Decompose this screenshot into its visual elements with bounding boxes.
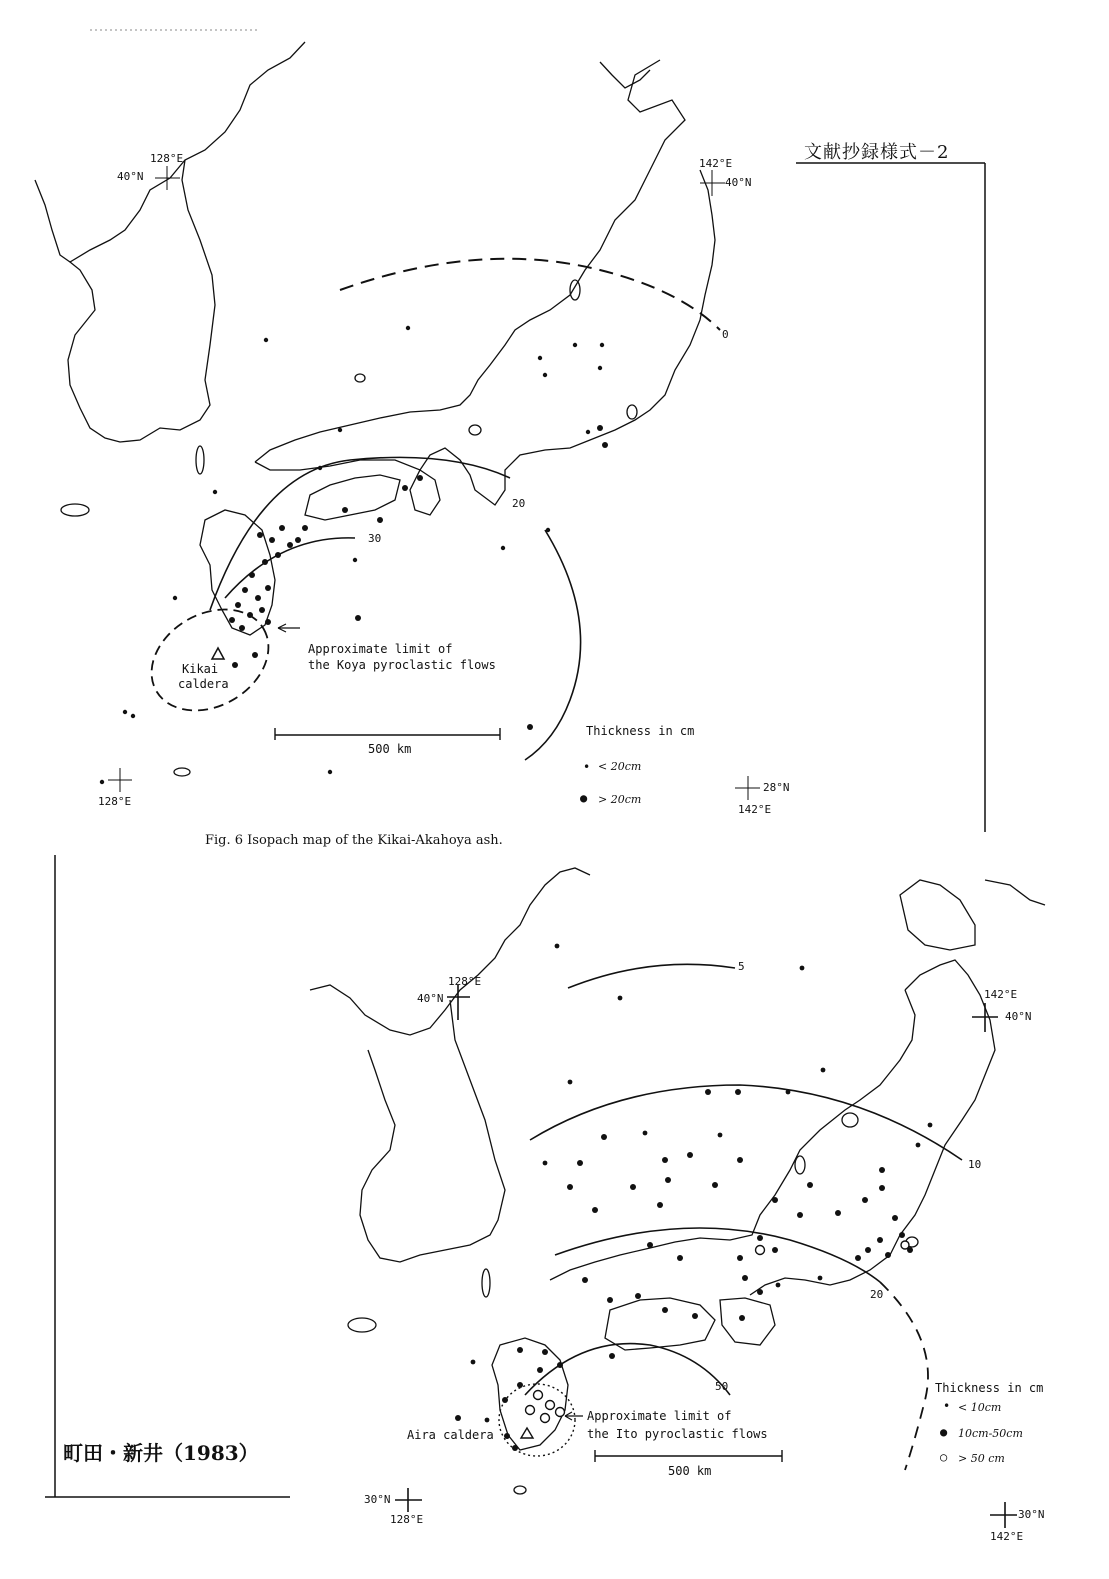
map1-legend-label-large: > 20cm <box>598 793 642 806</box>
map1-coord-bl-lon: 128°E <box>98 795 132 808</box>
map2-legend-label-medium: 10cm-50cm <box>958 1427 1023 1440</box>
map2-caldera-triangle <box>521 1428 533 1438</box>
map2-contour-50 <box>525 1344 730 1395</box>
map2-hokkaido <box>900 880 975 950</box>
map2-coord-br-lon: 142°E <box>990 1530 1024 1543</box>
map2-contour-label-5: 5 <box>738 960 745 973</box>
citation: 町田・新井（1983） <box>63 1441 259 1465</box>
map1-flow-label-2: the Koya pyroclastic flows <box>308 658 496 672</box>
map2-coord-tr-lat: 40°N <box>1005 1010 1032 1023</box>
map1-contour-label-20: 20 <box>512 497 526 510</box>
map1-caption: Fig. 6 Isopach map of the Kikai-Akahoya ash. <box>205 833 503 848</box>
map2-contour-10 <box>530 1085 962 1160</box>
map2-contour-20 <box>555 1228 880 1282</box>
map1-contour-label-0: 0 <box>722 328 729 341</box>
map2-contour-20-dashed <box>880 1282 928 1470</box>
map2-shikoku <box>605 1298 715 1350</box>
map2-contour-label-10: 10 <box>968 1158 982 1171</box>
map2-contour-label-20: 20 <box>870 1288 884 1301</box>
map1-legend-symbol-large: ● <box>580 791 588 805</box>
map2-hokkaido-east <box>985 880 1045 905</box>
map2-scale-label: 500 km <box>668 1464 712 1478</box>
map2-coord-bl-lon: 128°E <box>390 1513 424 1526</box>
map2-legend-symbol-small: • <box>943 1399 951 1413</box>
map1-coord-br-lat: 28°N <box>763 781 790 794</box>
map2-kii <box>720 1298 775 1345</box>
map1-legend-symbol-small: • <box>583 760 591 774</box>
map2-flow-label-2: the Ito pyroclastic flows <box>587 1427 768 1441</box>
map2-coord-bl-lat: 30°N <box>364 1493 391 1506</box>
map2-coord-tl-lon: 128°E <box>448 975 482 988</box>
map1-contour-label-30: 30 <box>368 532 382 545</box>
map1-caldera-label-2: caldera <box>178 677 229 691</box>
map2-legend-label-large: > 50 cm <box>958 1452 1005 1465</box>
map2-honshu-east <box>750 960 995 1295</box>
map1-caldera-label-1: Kikai <box>182 662 219 676</box>
map2-caldera-label: Aira caldera <box>407 1428 494 1442</box>
map2-contour-label-50: 50 <box>715 1380 729 1393</box>
map2-flow-label-1: Approximate limit of <box>587 1409 732 1423</box>
map2-legend-title: Thickness in cm <box>935 1381 1044 1395</box>
map1-coord-tr-lon: 142°E <box>699 157 733 170</box>
map2-coord-tl-lat: 40°N <box>417 992 444 1005</box>
map2-coord-br-lat: 30°N <box>1018 1508 1045 1521</box>
map2-coord-tr-lon: 142°E <box>984 988 1018 1001</box>
map2-coastlines <box>310 868 1045 1494</box>
header-tag: 文献抄録様式－2 <box>804 142 950 163</box>
map2-points <box>455 944 932 1451</box>
map2-legend-symbol-medium: ● <box>940 1425 948 1439</box>
map1-scale-label: 500 km <box>368 742 412 756</box>
map2-korea-peninsula <box>360 1000 505 1262</box>
map1-coord-br-lon: 142°E <box>738 803 772 816</box>
map1-coord-tl-lat: 40°N <box>117 170 144 183</box>
map1-coord-tr-lat: 40°N <box>725 176 752 189</box>
map1-flow-label-1: Approximate limit of <box>308 642 453 656</box>
map1-coord-tl-lon: 128°E <box>150 152 184 165</box>
map2-legend-symbol-large: ○ <box>940 1450 948 1464</box>
map2-open-points <box>526 1241 910 1423</box>
map2-contours <box>395 964 1017 1528</box>
map1-legend-label-small: < 20cm <box>598 760 642 773</box>
map2-legend-label-small: < 10cm <box>958 1401 1002 1414</box>
map2-mainland-coast <box>310 868 590 1035</box>
map2-contour-5 <box>568 964 735 988</box>
map1-legend-title: Thickness in cm <box>586 724 695 738</box>
